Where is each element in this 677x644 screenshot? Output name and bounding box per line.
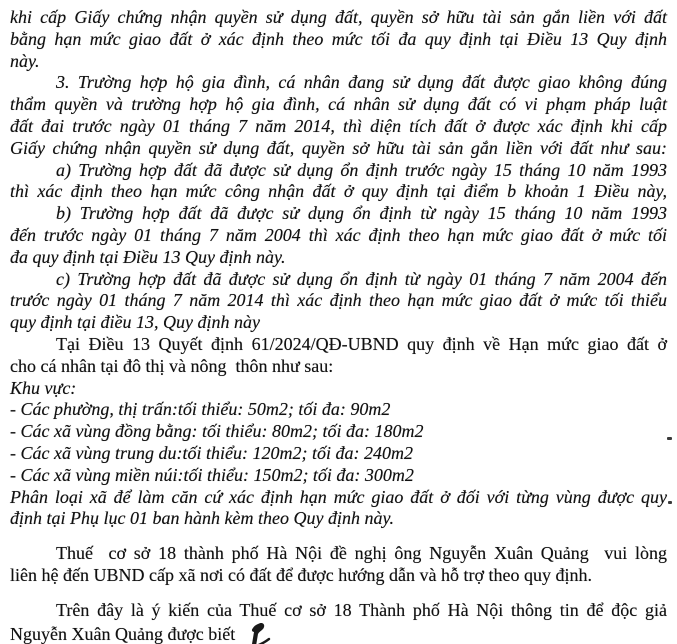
line-text: Nguyễn Xuân Quảng được biết	[10, 623, 236, 644]
line-text: đến trước ngày 01 tháng 7 năm 2004 thì xác định theo hạn mức giao đất ở mức tối	[10, 224, 667, 245]
line-text: bằng hạn mức giao đất ở xác định theo mức tối đa quy định tại Điều 13 Quy định	[10, 28, 667, 49]
quota-region-label: - Các xã vùng miền núi:	[10, 464, 184, 485]
text-line	[10, 247, 667, 269]
quota-limits-value: tối thiểu: 150m2; tối đa: 300m2	[183, 464, 414, 485]
text-line	[10, 160, 667, 182]
line-text: trước ngày 01 tháng 7 năm 2014 thì xác định theo hạn mức giao đất ở mức tối thiểu	[10, 290, 667, 311]
quota-region-label: - Các xã vùng trung du:	[10, 442, 183, 463]
text-line	[10, 290, 667, 312]
text-line	[10, 203, 667, 225]
line-text: a) Trường hợp đất đã được sử dụng ổn định trước ngày 15 tháng 10 năm 1993	[56, 159, 667, 180]
text-line	[10, 565, 667, 587]
quota-limits-value: tối thiểu: 80m2; tối đa: 180m2	[201, 421, 424, 442]
line-text: thì xác định theo hạn mức công nhận đất ở quy định tại điểm b khoản 1 Điều này,	[10, 181, 667, 202]
quota-limits-value: tối thiểu: 120m2; tối đa: 240m2	[182, 442, 413, 463]
text-line	[10, 622, 667, 644]
line-text: cho cá nhân tại đô thị và nông thôn như sau:	[10, 355, 334, 376]
line-text: Thuế cơ sở 18 thành phố Hà Nội đề nghị ông Nguyễn Xuân Quảng vui lòng	[56, 543, 667, 564]
text-line	[10, 7, 667, 29]
line-text: b) Trường hợp đất đã được sử dụng ổn định từ ngày 15 tháng 10 năm 1993	[56, 203, 667, 224]
text-line	[10, 378, 667, 400]
text-line	[10, 94, 667, 116]
line-text: Tại Điều 13 Quyết định 61/2024/QĐ-UBND quy định về Hạn mức giao đất ở	[56, 333, 667, 354]
scan-artifact	[668, 501, 672, 504]
text-line	[10, 225, 667, 247]
text-line	[10, 487, 667, 509]
text-line	[10, 116, 667, 138]
quota-region-label: - Các xã vùng đồng bằng:	[10, 421, 202, 442]
line-text: 3. Trường hợp hộ gia đình, cá nhân đang sử dụng đất được giao không đúng	[56, 72, 667, 93]
text-line	[10, 181, 667, 203]
line-text: đất đai trước ngày 01 tháng 7 năm 2014, thì diện tích đất ở được xác định khi cấp	[10, 115, 667, 136]
line-text: Khu vực:	[10, 377, 77, 398]
quota-row	[10, 421, 667, 443]
text-line	[10, 29, 667, 51]
quota-row	[10, 443, 667, 465]
line-text: Phân loại xã để làm căn cứ xác định hạn mức giao đất ở đối với từng vùng được quy	[10, 486, 667, 507]
text-line	[10, 138, 667, 160]
text-line	[10, 334, 667, 356]
text-line	[10, 51, 667, 73]
line-text: định tại Phụ lục 01 ban hành kèm theo Quy định này.	[10, 508, 394, 529]
document-text-body	[10, 7, 667, 643]
line-text: liên hệ đến UBND cấp xã nơi có đất để được hướng dẫn và hỗ trợ theo quy định.	[10, 564, 592, 585]
text-line	[10, 508, 667, 530]
line-text: thẩm quyền và trường hợp hộ gia đình, cá nhân sử dụng đất có vi phạm pháp luật	[10, 94, 667, 115]
quota-row	[10, 399, 667, 421]
text-line	[10, 600, 667, 622]
quota-region-label: - Các phường, thị trấn:	[10, 399, 178, 420]
line-text: này.	[10, 50, 40, 71]
signature-ink-mark	[236, 622, 272, 644]
line-text: c) Trường hợp đất đã được sử dụng ổn định từ ngày 01 tháng 7 năm 2004 đến	[56, 268, 667, 289]
line-text: khi cấp Giấy chứng nhận quyền sử dụng đất, quyền sở hữu tài sản gắn liền với đất	[10, 7, 667, 27]
quota-limits-value: tối thiểu: 50m2; tối đa: 90m2	[177, 399, 391, 420]
text-line	[10, 356, 667, 378]
text-line	[10, 312, 667, 334]
line-text: Giấy chứng nhận quyền sử dụng đất, quyền sở hữu tài sản gắn liền với đất như sau:	[10, 137, 667, 158]
line-text: Trên đây là ý kiến của Thuế cơ sở 18 Thành phố Hà Nội thông tin để độc giả	[56, 599, 667, 620]
line-text: quy định tại điều 13, Quy định này	[10, 312, 260, 333]
text-line	[10, 543, 667, 565]
line-text: đa quy định tại Điều 13 Quy định này.	[10, 246, 286, 267]
text-line	[10, 269, 667, 291]
text-line	[10, 72, 667, 94]
scan-artifact	[667, 437, 672, 440]
quota-row	[10, 465, 667, 487]
